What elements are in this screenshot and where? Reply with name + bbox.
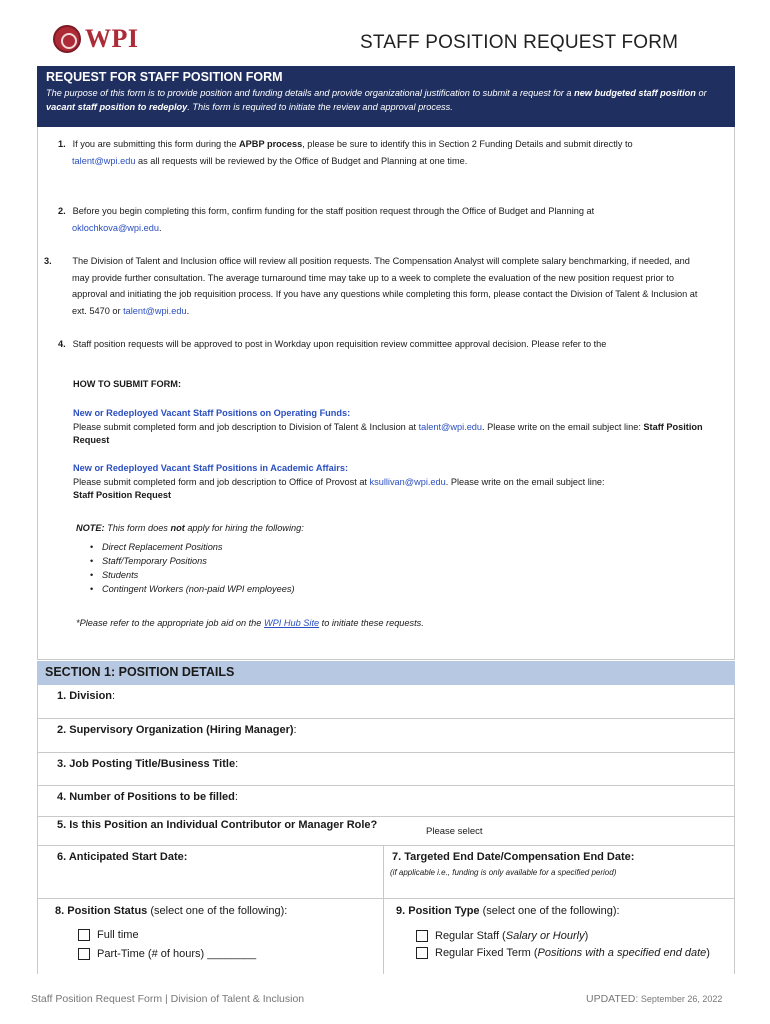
division-field[interactable]: 1. Division: — [37, 685, 735, 719]
role-select[interactable]: Please select — [426, 826, 483, 837]
instruction-item-4: 4. Staff position requests will be approved to post in Workday upon requisition review committee approval decision. Please refer to the — [58, 339, 607, 349]
provost-email-link[interactable]: ksullivan@wpi.edu — [369, 476, 446, 487]
wpi-hub-link[interactable]: WPI Hub Site — [263, 618, 320, 628]
list-item: • Students — [90, 568, 304, 582]
column-divider — [383, 899, 384, 974]
full-time-checkbox[interactable]: Full time — [78, 929, 139, 941]
wpi-logo — [53, 24, 139, 54]
intro-banner — [37, 66, 735, 127]
num-positions-field[interactable]: 4. Number of Positions to be filled: — [37, 786, 735, 817]
talent-email-link[interactable]: talent@wpi.edu — [72, 155, 136, 166]
column-divider — [383, 846, 384, 898]
list-item: • Direct Replacement Positions — [90, 540, 304, 554]
operating-funds-instructions: New or Redeployed Vacant Staff Positions on Operating Funds: Please submit completed form and job description to Division of Talent & Inclusion at talent@wpi.edu. Please write on the email subject line: Staff Position Request — [73, 408, 703, 445]
footer-left: Staff Position Request Form | Division of Talent & Inclusion — [31, 993, 305, 1005]
list-item: • Staff/Temporary Positions — [90, 554, 304, 568]
banner-text: The purpose of this form is to provide position and funding details and provide organizational justification to submit a request for a new budgeted staff position or vacant staff position to redeploy. This form is required to initiate the review and approval process. — [46, 88, 707, 112]
logo-text: WPI — [85, 24, 139, 53]
talent-email-link-2[interactable]: talent@wpi.edu — [123, 305, 187, 316]
start-date-field[interactable]: 6. Anticipated Start Date: — [57, 851, 188, 863]
position-type-label: 9. Position Type (select one of the following): — [396, 905, 620, 917]
regular-staff-checkbox[interactable]: Regular Staff ( Salary or Hourly ) — [416, 930, 588, 942]
dates-row — [37, 846, 735, 899]
supervisory-org-field[interactable]: 2. Supervisory Organization (Hiring Manager): — [37, 719, 735, 753]
refer-note: *Please refer to the appropriate job aid on the WPI Hub Site to initiate these requests. — [76, 618, 424, 628]
instruction-item-2: 2. Before you begin completing this form, confirm funding for the staff position request through the Office of Budget and Planning at oklochkova@wpi.edu. — [58, 206, 595, 233]
instruction-item-3: 3. The Division of Talent and Inclusion office will review all position requests. The Compensation Analyst will complete salary benchmarking, if needed, and may provide further consultation. The average turnaround time may take up to a week to complete the evaluation of the new position request prior to approval and initiating the job requisition process. If you have any questions while completing this form, please contact the Division of Talent & Inclusion at ext. 5470 or talent@wpi.edu. — [44, 256, 698, 316]
end-date-hint: (if applicable i.e., funding is only available for a specified period) — [390, 868, 617, 877]
list-item: • Contingent Workers (non-paid WPI employees) — [90, 582, 304, 596]
how-to-heading: HOW TO SUBMIT FORM: — [73, 379, 182, 389]
talent-email-link-3[interactable]: talent@wpi.edu — [418, 421, 483, 432]
footer-updated: UPDATED: September 26, 2022 — [586, 993, 723, 1005]
instruction-item-1: 1. If you are submitting this form during the APBP process, please be sure to identify this in Section 2 Funding Details and submit directly to talent@wpi.edu as all requests will be reviewed by the Office of Budget and Planning at one time. — [58, 139, 633, 166]
job-title-field[interactable]: 3. Job Posting Title/Business Title: — [37, 753, 735, 786]
form-title: STAFF POSITION REQUEST FORM — [360, 32, 679, 53]
note-block: NOTE: This form does not apply for hiring the following: • Direct Replacement Positions • Staff/Temporary Positions • Students • Contingent Workers (non-paid WPI employees) — [76, 521, 304, 596]
instructions-panel — [37, 127, 735, 660]
role-label: 5. Is this Position an Individual Contributor or Manager Role? — [57, 819, 378, 831]
part-time-checkbox[interactable]: Part-Time (# of hours) ________ — [78, 948, 256, 960]
regular-fixed-term-checkbox[interactable]: Regular Fixed Term ( Positions with a specified end date ) — [416, 947, 710, 959]
banner-title: REQUEST FOR STAFF POSITION FORM — [46, 70, 283, 84]
end-date-field[interactable]: 7. Targeted End Date/Compensation End Date: — [392, 851, 635, 863]
section1-heading: SECTION 1: POSITION DETAILS — [37, 661, 735, 685]
budget-email-link[interactable]: oklochkova@wpi.edu — [72, 222, 159, 233]
academic-affairs-instructions: New or Redeployed Vacant Staff Positions in Academic Affairs: Please submit completed form and job description to Office of Provost at ksullivan@wpi.edu. Please write on the email subject line: Staff Position Request — [73, 463, 605, 500]
role-row — [37, 817, 735, 846]
position-status-label: 8. Position Status (select one of the following): — [55, 905, 288, 917]
wpi-seal-icon — [53, 25, 81, 53]
status-type-row — [37, 899, 735, 974]
